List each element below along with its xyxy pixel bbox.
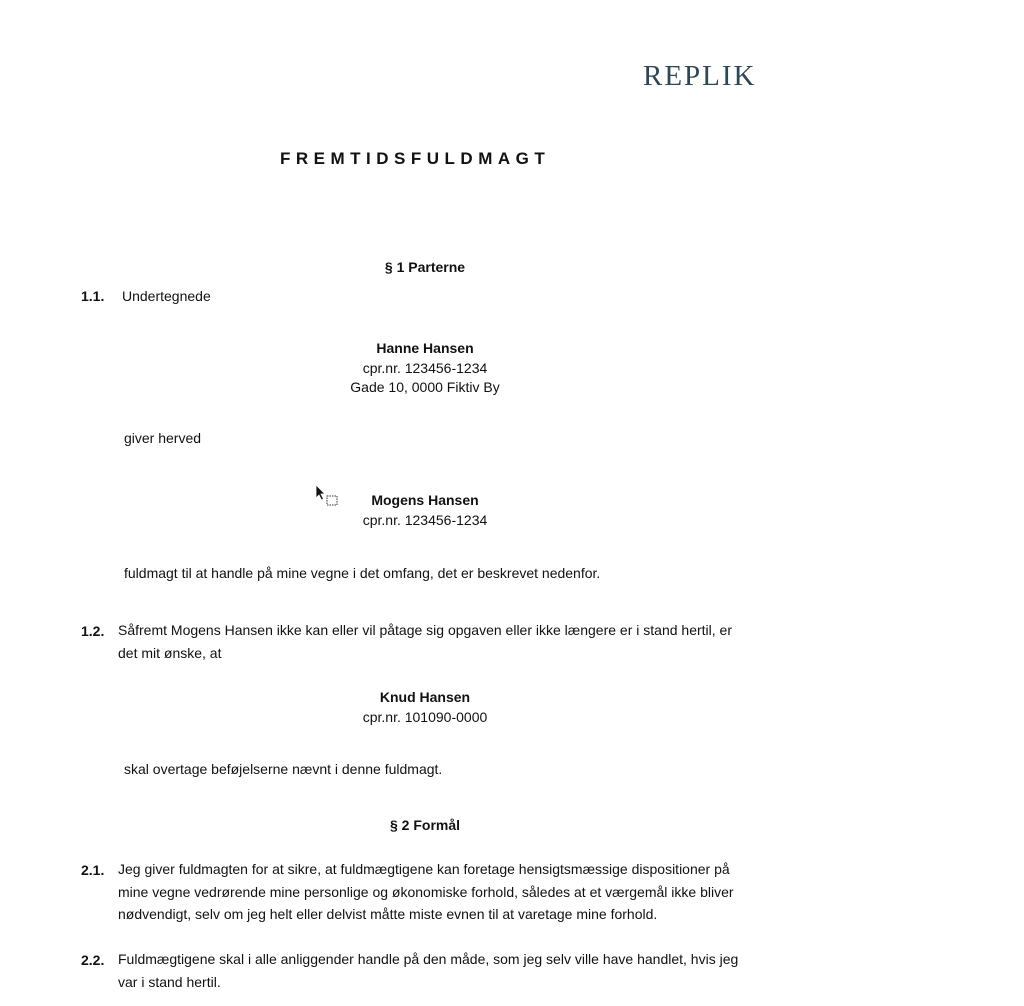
clause-1-2-line: det mit ønske, at — [118, 644, 222, 661]
clause-2-2-line: var i stand hertil. — [118, 973, 221, 990]
attorney-block — [200, 491, 650, 530]
clause-1-1-text: Undertegnede — [122, 288, 211, 304]
substitute-cpr: cpr.nr. 101090-0000 — [362, 708, 488, 725]
clause-2-1-line: Jeg giver fuldmagten for at sikre, at fuldmægtigene kan foretage hensigtsmæssige dispositioner på — [118, 861, 730, 877]
clause-2-1-number: 2.1. — [81, 862, 105, 878]
attorney-cpr: cpr.nr. 123456-1234 — [362, 511, 488, 528]
clause-2-2-line: Fuldmægtigene skal i alle anliggender handle på den måde, som jeg selv ville have handlet, hvis jeg — [118, 951, 739, 967]
replik-logo: REPLIK — [643, 60, 757, 92]
substitute-name: Knud Hansen — [379, 689, 471, 705]
attorney-name: Mogens Hansen — [371, 492, 479, 508]
document-title: FREMTIDSFULDMAGT — [280, 149, 551, 168]
clause-1-2-text — [118, 619, 778, 664]
section-1-heading: § 1 Parterne — [384, 259, 466, 275]
gives-text: giver herved — [124, 430, 202, 446]
grantor-address: Gade 10, 0000 Fiktiv By — [350, 379, 500, 395]
takeover-text: skal overtage beføjelserne nævnt i denne fuldmagt. — [124, 761, 443, 777]
grantor-block — [200, 339, 650, 398]
scope-text: fuldmagt til at handle på mine vegne i det omfang, det er beskrevet nedenfor. — [124, 565, 601, 581]
grantor-cpr: cpr.nr. 123456-1234 — [362, 359, 488, 376]
clause-1-2-number: 1.2. — [81, 623, 105, 639]
substitute-block — [200, 688, 650, 727]
grantor-name: Hanne Hansen — [376, 340, 474, 356]
clause-1-1-number: 1.1. — [81, 288, 105, 304]
clause-2-2-text — [118, 948, 778, 993]
clause-2-1-line: nødvendigt, selv om jeg helt eller delvist måtte miste evnen til at varetage mine forhold. — [118, 906, 658, 922]
clause-2-2-number: 2.2. — [81, 952, 105, 968]
clause-1-2-line: Såfremt Mogens Hansen ikke kan eller vil påtage sig opgaven eller ikke længere er i stand hertil, er — [118, 622, 732, 638]
clause-2-1-text — [118, 858, 778, 926]
clause-2-1-line: mine vegne vedrørende mine personlige og økonomiske forhold, således at et værgemål ikke bliver — [118, 883, 734, 900]
section-2-heading: § 2 Formål — [389, 817, 461, 833]
